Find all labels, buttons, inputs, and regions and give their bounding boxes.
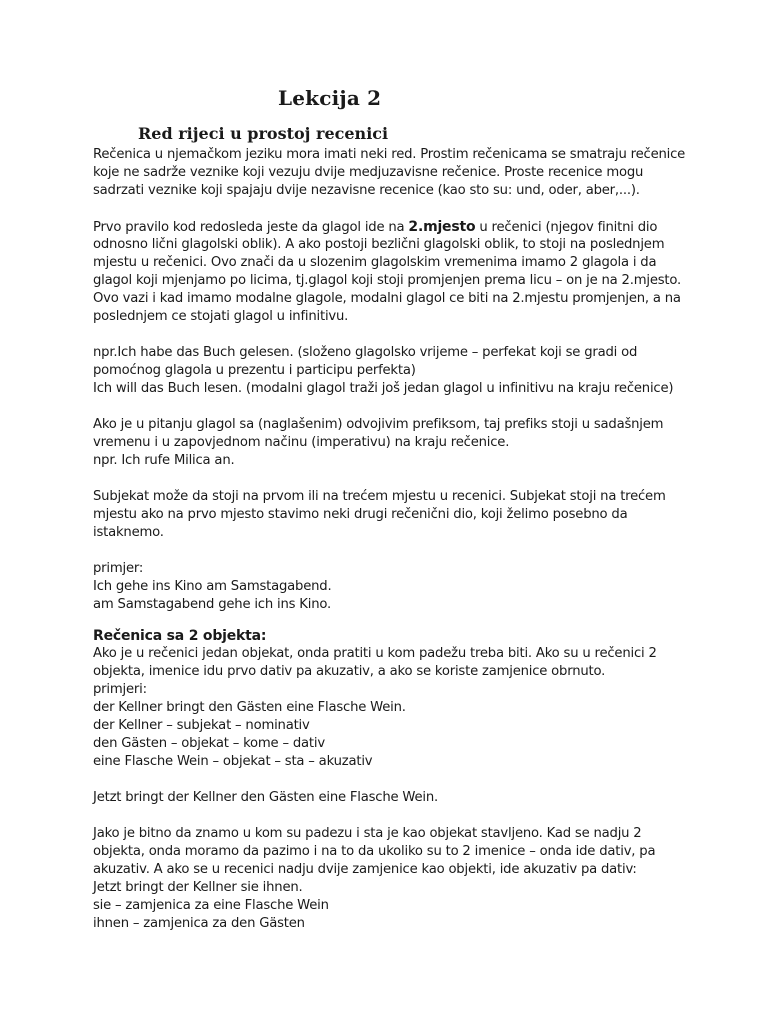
- text-line: Jetzt bringt der Kellner den Gästen eine Flasche Wein.: [93, 790, 439, 805]
- text-line: am Samstagabend gehe ich ins Kino.: [93, 597, 331, 612]
- text-line: pomoćnog glagola u prezentu i participu perfekta): [93, 363, 416, 378]
- paragraph-example-jetzt: [93, 789, 693, 807]
- text-line: den Gästen – objekat – kome – dativ: [93, 736, 325, 751]
- text-line: sadrzati veznike koji spajaju dvije nezavisne recenice (kao sto su: und, oder, aber,...).: [93, 183, 640, 198]
- text-line: primjer:: [93, 561, 144, 576]
- document-title: Lekcija 2: [278, 86, 382, 110]
- text-line: Prvo pravilo kod redosleda jeste da glagol ide na 2.mjesto u rečenici (njegov finitni dio: [93, 219, 658, 235]
- text-line: Rečenica u njemačkom jeziku mora imati neki red. Prostim rečenicama se smatraju rečenice: [93, 147, 686, 162]
- text-line: objekta, imenice idu prvo dativ pa akuzativ, a ako se koriste zamjenice obrnuto.: [93, 664, 606, 679]
- text-line: npr. Ich rufe Milica an.: [93, 453, 235, 468]
- paragraph-intro: [93, 146, 693, 200]
- text-line: poslednjem ce stojati glagol u infinitivu.: [93, 309, 349, 324]
- text-line: Jetzt bringt der Kellner sie ihnen.: [93, 880, 303, 895]
- document-subtitle: Red rijeci u prostoj recenici: [138, 124, 389, 143]
- text-line: mjestu u rečenici. Ovo znači da u slozenim glagolskim vremenima imamo 2 glagola i da: [93, 255, 657, 270]
- document-body: [93, 146, 693, 933]
- text-line: glagol koji mjenjamo po licima, tj.glagol koji stoji promjenjen prema licu – on je na 2.mjesto.: [93, 273, 682, 288]
- paragraph-order-rule: [93, 825, 693, 933]
- text-line: Ovo vazi i kad imamo modalne glagole, modalni glagol ce biti na 2.mjestu promjenjen, a na: [93, 291, 681, 306]
- paragraph-examples: [93, 344, 693, 398]
- text-line: Jako je bitno da znamo u kom su padezu i sta je kao objekat stavljeno. Kad se nadju 2: [93, 826, 642, 841]
- text-line: Subjekat može da stoji na prvom ili na trećem mjestu u recenici. Subjekat stoji na trećem: [93, 489, 666, 504]
- paragraph-subject: [93, 488, 693, 542]
- paragraph-first-rule: [93, 218, 693, 326]
- text-line: Ako je u rečenici jedan objekat, onda pratiti u kom padežu treba biti. Ako su u rečenici 2: [93, 646, 657, 661]
- text-line: odnosno lični glagolski oblik). A ako postoji bezlični glagolski oblik, to stoji na poslednjem: [93, 237, 665, 252]
- text-line: akuzativ. A ako se u recenici nadju dvije zamjenice kao objekti, ide akuzativ pa dativ:: [93, 862, 637, 877]
- text-line: objekta, onda moramo da pazimo i na to da ukoliko su to 2 imenice – onda ide dativ, pa: [93, 844, 656, 859]
- section-heading: Rečenica sa 2 objekta:: [93, 628, 267, 644]
- paragraph-two-objects: [93, 645, 693, 771]
- text-line: istaknemo.: [93, 525, 164, 540]
- text-line: der Kellner bringt den Gästen eine Flasche Wein.: [93, 700, 406, 715]
- paragraph-example-sentences: [93, 560, 693, 614]
- text-line: mjestu ako na prvo mjesto stavimo neki drugi rečenični dio, koji želimo posebno da: [93, 507, 628, 522]
- text-line: Ich will das Buch lesen. (modalni glagol traži još jedan glagol u infinitivu na kraju rečenice): [93, 381, 674, 396]
- text-line: Ich gehe ins Kino am Samstagabend.: [93, 579, 332, 594]
- text-line: koje ne sadrže veznike koji vezuju dvije medjuzavisne rečenice. Proste recenice mogu: [93, 165, 644, 180]
- text-line: eine Flasche Wein – objekat – sta – akuzativ: [93, 754, 373, 769]
- text-line: vremenu i u zapovjednom načinu (imperativu) na kraju rečenice.: [93, 435, 510, 450]
- text-line: Ako je u pitanju glagol sa (naglašenim) odvojivim prefiksom, taj prefiks stoji u sadašnjem: [93, 417, 664, 432]
- text-line: primjeri:: [93, 682, 147, 697]
- text-line: sie – zamjenica za eine Flasche Wein: [93, 898, 329, 913]
- emphasis-text: 2.mjesto: [408, 219, 476, 235]
- text-line: der Kellner – subjekat – nominativ: [93, 718, 310, 733]
- text-line: npr.Ich habe das Buch gelesen. (složeno glagolsko vrijeme – perfekat koji se gradi od: [93, 345, 638, 360]
- text-line: ihnen – zamjenica za den Gästen: [93, 916, 305, 931]
- paragraph-prefix: [93, 416, 693, 470]
